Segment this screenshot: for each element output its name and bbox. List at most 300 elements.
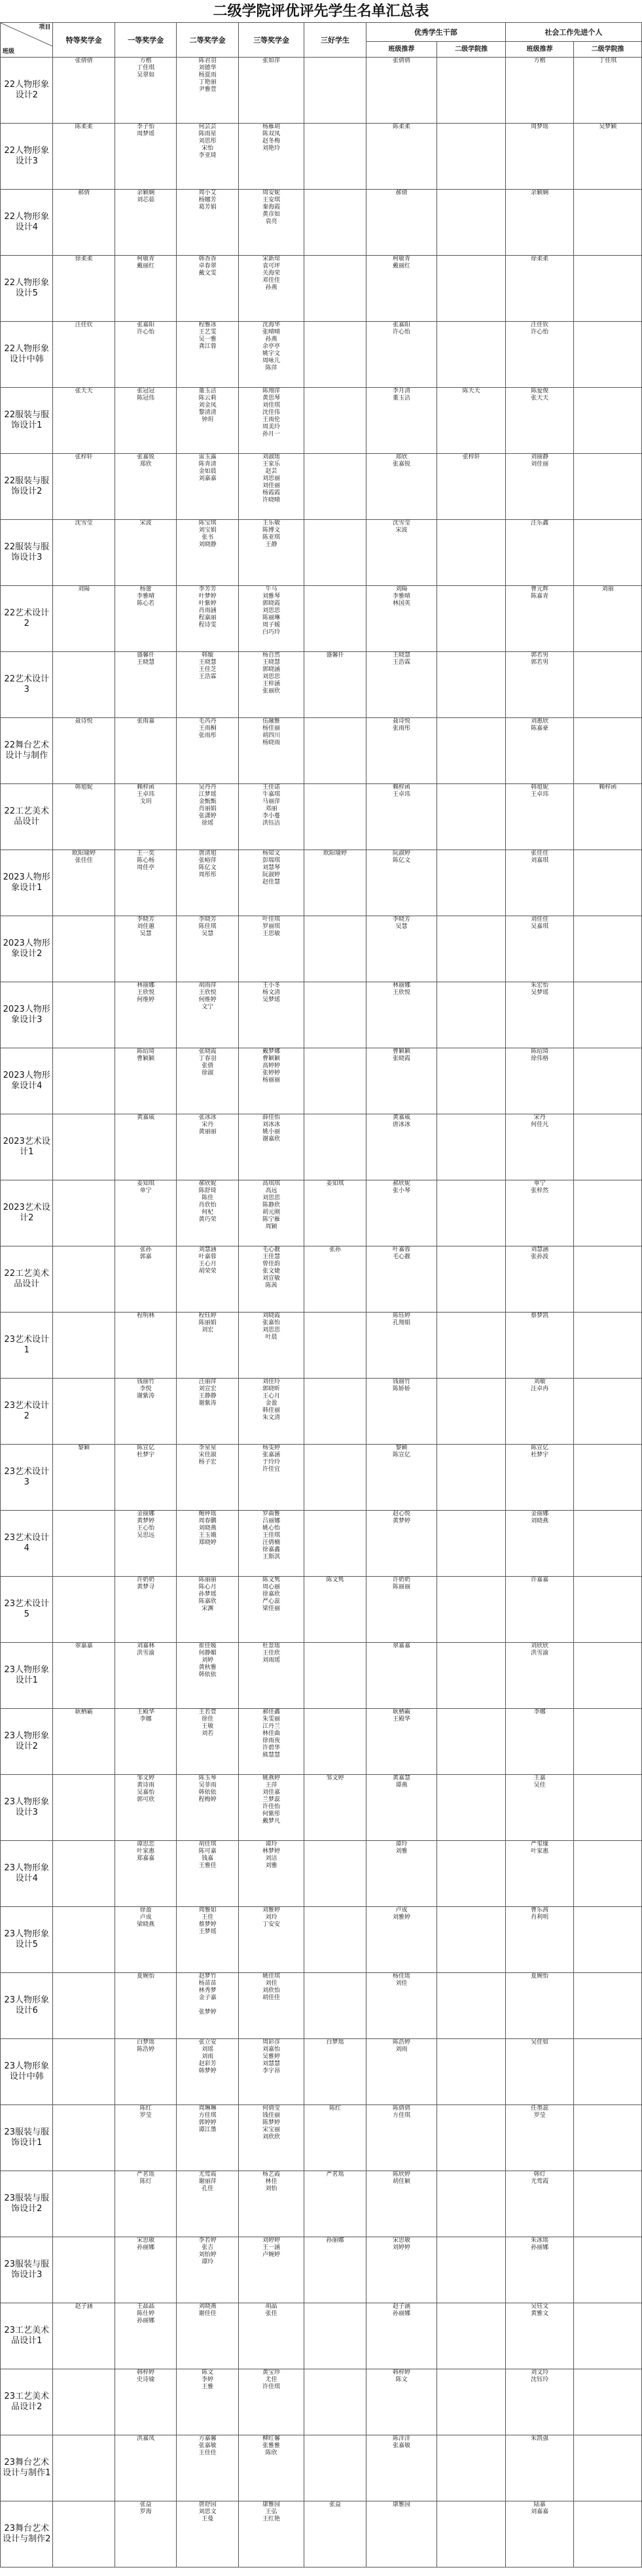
class-name-cell: 23服装与服饰设计2 [1, 2171, 53, 2237]
award-cell-3: 胡佳琪 陈可嘉 钱嘉 王雅佳 [177, 1841, 238, 1907]
award-cell-9 [574, 520, 642, 586]
award-cell-5 [304, 454, 366, 520]
award-cell-4: 王乐敏 陈博文 陈亚琪 王静 [238, 520, 304, 586]
award-cell-4: 伍融雅 杨佳丽 胡四川 杨晓雨 [238, 718, 304, 784]
award-cell-4: 宋新琼 袁可坪 关海荣 邓佳佳 孙燕 [238, 256, 304, 322]
award-cell-9 [574, 1577, 642, 1643]
award-cell-4: 姚燕婷 王萍 刘佳嘉 兰梦蕊 许佳怡 何紫彤 戴梦凡 [238, 1775, 304, 1841]
award-cell-6: 沈雪莹 宋波 [366, 520, 437, 586]
award-cell-8: 韩灯 尤莺霞 [505, 2171, 574, 2237]
award-cell-8: 陈爱俊 张天天 [505, 388, 574, 454]
award-cell-8: 张佳佳 刘嘉琪 [505, 850, 574, 916]
award-cell-2: 林丽娜 王欣悦 何维婷 [115, 982, 176, 1048]
table-row [1, 1048, 642, 1114]
award-cell-5 [304, 58, 366, 124]
award-cell-2: 杨蕾 李雅晴 陈心若 [115, 586, 176, 652]
award-cell-7 [437, 1577, 506, 1643]
award-cell-5: 严茗瑶 [304, 2171, 366, 2237]
award-cell-8: 许嘉嘉 [505, 1577, 574, 1643]
award-cell-9 [574, 1246, 642, 1313]
award-cell-1 [53, 1775, 115, 1841]
award-cell-8: 刘惠欣 陈嘉豪 [505, 718, 574, 784]
header-col1: 特等奖学金 [53, 23, 115, 58]
award-cell-8: 徐柔柔 [505, 256, 574, 322]
award-cell-2: 余颖娴 刘芯茹 [115, 190, 176, 256]
class-name-cell: 22艺术设计2 [1, 586, 53, 652]
award-cell-9 [574, 2501, 642, 2567]
award-cell-2: 宋思敏 孙丽娜 [115, 2237, 176, 2303]
header-group2: 社会工作先进个人 [505, 23, 641, 42]
award-cell-7 [437, 652, 506, 718]
award-cell-4: 牛马 刘雅琴 郭晓霞 刘思思 陈丽琳 周子媛 白巧玲 [238, 586, 304, 652]
award-cell-8: 刘丽静 刘佳丽 [505, 454, 574, 520]
award-cell-6: 郝倩 [366, 190, 437, 256]
award-cell-6: 郝欣妮 张小琴 [366, 1180, 437, 1246]
award-cell-8: 朱宏怡 吴梦瑶 [505, 982, 574, 1048]
class-name-cell: 23舞台艺术设计与制作2 [1, 2501, 53, 2567]
class-name-cell: 22服装与服饰设计1 [1, 388, 53, 454]
table-row [1, 850, 642, 916]
award-cell-6: 赖梓函 王卓玮 [366, 784, 437, 850]
award-cell-5 [304, 256, 366, 322]
award-cell-3: 陈文 李婷 王雅 [177, 2369, 238, 2435]
table-row [1, 190, 642, 256]
award-cell-1 [53, 2501, 115, 2567]
award-cell-2: 陈宣亿 杜梦宇 [115, 1445, 176, 1511]
award-cell-4: 张如萍 [238, 58, 304, 124]
award-cell-4: 沈海华 张晴晴 孙燕 余亭亭 姚宇文 周咏儿 陈萍 [238, 322, 304, 388]
award-cell-4: 杜景瑶 王佳欣 刘雨瑶 [238, 1643, 304, 1709]
award-cell-6: 宋思敏 刘婷婷 [366, 2237, 437, 2303]
award-cell-5 [304, 1643, 366, 1709]
award-cell-9 [574, 1841, 642, 1907]
award-cell-5 [304, 1511, 366, 1577]
award-cell-4: 刘淑瑶 王家乐 赵芸 刘思丽 刘佳丽 杨霞霞 许晓晴 [238, 454, 304, 520]
award-cell-7: 张梓轩 [437, 454, 506, 520]
award-cell-3: 汪丽萍 刘宣宏 王静静 谢紫涛 [177, 1379, 238, 1445]
award-cell-3: 雷玉露 陈青清 金如晨 刘嘉嘉 [177, 454, 238, 520]
class-name-cell: 23舞台艺术设计与制作1 [1, 2435, 53, 2501]
award-cell-3: 陈丽丽 陈心月 孙梦瑶 陈嘉欣 宋渊 [177, 1577, 238, 1643]
header-group1: 优秀学生干部 [366, 23, 505, 42]
class-name-cell: 23艺术设计2 [1, 1379, 53, 1445]
award-cell-1 [53, 1048, 115, 1114]
award-cell-2: 洪嘉凤 [115, 2435, 176, 2501]
award-cell-7 [437, 1114, 506, 1180]
award-cell-1 [53, 2435, 115, 2501]
award-cell-9 [574, 2171, 642, 2237]
award-cell-9: 赖梓函 [574, 784, 642, 850]
award-cell-7 [437, 1048, 506, 1114]
award-cell-5 [304, 190, 366, 256]
class-name-cell: 2023人物形象设计2 [1, 916, 53, 982]
corner-header [1, 23, 53, 58]
award-cell-8: 刘慧涵 张孙波 [505, 1246, 574, 1313]
award-cell-2: 张雨嘉 [115, 718, 176, 784]
award-cell-1 [53, 1907, 115, 1973]
award-cell-6: 黄嘉威 唐冰冰 [366, 1114, 437, 1180]
table-row [1, 58, 642, 124]
award-cell-9 [574, 1973, 642, 2039]
award-cell-5: 姜知琪 [304, 1180, 366, 1246]
table-row [1, 1907, 642, 1973]
header-col5: 三好学生 [304, 23, 366, 58]
class-name-cell: 2023人物形象设计3 [1, 982, 53, 1048]
award-cell-7 [437, 1841, 506, 1907]
award-cell-9 [574, 1180, 642, 1246]
award-cell-1: 欧阳瑜婷 张佳佳 [53, 850, 115, 916]
class-name-cell: 23工艺美术品设计1 [1, 2303, 53, 2369]
award-cell-8: 任墨蕊 罗莹 [505, 2105, 574, 2171]
award-cell-4: 叶佳琪 罗丽琪 王思敏 [238, 916, 304, 982]
class-name-cell: 22艺术设计3 [1, 652, 53, 718]
table-row [1, 1511, 642, 1577]
award-cell-3: 陈玉琴 吴菲雨 韩依依 程梅婷 [177, 1775, 238, 1841]
table-row [1, 256, 642, 322]
award-cell-4: 陈翔萍 黄思琴 刘佳琪 沈佳伟 王雨伦 周美玲 孙月一 [238, 388, 304, 454]
award-cell-2: 白梦瑶 陈浩婷 [115, 2039, 176, 2105]
award-cell-6: 钱丽竹 陈娇娇 [366, 1379, 437, 1445]
table-row [1, 1445, 642, 1511]
table-row [1, 1114, 642, 1180]
award-cell-2: 张益 罗海 [115, 2501, 176, 2567]
award-cell-4: 刘晓霞 张嘉怡 刘思思 叶晨 [238, 1313, 304, 1379]
award-cell-7 [437, 2171, 506, 2237]
class-name-cell: 22人物形象设计3 [1, 124, 53, 190]
table-row [1, 982, 642, 1048]
award-cell-2: 赖梓函 王卓玮 戈玥 [115, 784, 176, 850]
class-name-cell: 22人物形象设计4 [1, 190, 53, 256]
award-cell-2: 黄嘉威 [115, 1114, 176, 1180]
award-cell-8: 曹元辉 陈嘉青 [505, 586, 574, 652]
award-cell-8: 郭若男 郭若男 [505, 652, 574, 718]
award-cell-3: 唐清旭 张峪萍 陈亿文 周彤彤 [177, 850, 238, 916]
award-cell-4: 杨自然 王晓慧 郭晓涵 刘思思 王梓涵 张丽欣 [238, 652, 304, 718]
award-cell-8: 朱凯强 [505, 2435, 574, 2501]
award-cell-3: 周琳琳 方佳琪 郭婷婷 谭江墨 [177, 2105, 238, 2171]
class-name-cell: 23人物形象设计1 [1, 1643, 53, 1709]
award-cell-4: 刘婷婷 王一涵 卢婉婷 [238, 2237, 304, 2303]
award-cell-5 [304, 1709, 366, 1775]
award-cell-9 [574, 1445, 642, 1511]
class-name-cell: 2023人物形象设计1 [1, 850, 53, 916]
award-cell-5 [304, 982, 366, 1048]
award-cell-8: 金丽娜 刘晓燕 [505, 1511, 574, 1577]
award-cell-9 [574, 322, 642, 388]
award-cell-7 [437, 58, 506, 124]
award-cell-4: 谭玲 林梦婷 刘洁 刘雅 [238, 1841, 304, 1907]
award-cell-1: 翠嘉嘉 [53, 1643, 115, 1709]
award-cell-1: 黎颖 [53, 1445, 115, 1511]
table-row [1, 322, 642, 388]
award-cell-9 [574, 2039, 642, 2105]
class-name-cell: 23人物形象设计4 [1, 1841, 53, 1907]
award-cell-8: 刘文玲 沈钰玲 [505, 2369, 574, 2435]
table-row [1, 520, 642, 586]
award-cell-9 [574, 1511, 642, 1577]
award-cell-7 [437, 1313, 506, 1379]
page-title: 二级学院评优评先学生名单汇总表 [213, 3, 429, 20]
award-cell-5 [304, 586, 366, 652]
award-cell-9 [574, 2237, 642, 2303]
award-cell-9 [574, 1775, 642, 1841]
class-name-cell: 2023艺术设计2 [1, 1180, 53, 1246]
award-cell-6: 柯敏青 戴丽红 [366, 256, 437, 322]
class-name-cell: 22人物形象设计5 [1, 256, 53, 322]
award-cell-7 [437, 916, 506, 982]
award-cell-4: 罗曲雅 吕丽娜 姚心怡 王佳琪 汪倩楠 徐嘉鑫 王斯淇 [238, 1511, 304, 1577]
award-cell-2: 夏婉怡 [115, 1973, 176, 2039]
award-cell-6: 曹颖颖 张晓霞 [366, 1048, 437, 1114]
table-body [1, 58, 642, 2567]
award-cell-3: 方嘉馨 张嘉敏 王佳佳 [177, 2435, 238, 2501]
award-cell-8: 蔡梦凯 [505, 1313, 574, 1379]
award-cell-5: 陈红 [304, 2105, 366, 2171]
award-cell-1 [53, 2039, 115, 2105]
award-cell-1 [53, 1841, 115, 1907]
award-cell-7 [437, 982, 506, 1048]
table-row [1, 1379, 642, 1445]
corner-bottom-label: 班级 [3, 48, 15, 55]
award-cell-7 [437, 1445, 506, 1511]
award-cell-3: 程雅冰 王艺雯 吴一雅 龚江蓉 [177, 322, 238, 388]
award-cell-3: 李晓芳 陈佳琪 吴慧 [177, 916, 238, 982]
award-cell-1 [53, 1379, 115, 1445]
table-row [1, 2105, 642, 2171]
award-cell-9 [574, 2369, 642, 2435]
award-cell-6: 陈欣婷 胡佳颖 [366, 2171, 437, 2237]
award-cell-2: 王一奕 陈心杨 周佳亭 [115, 850, 176, 916]
award-cell-4: 高琪琪 高远 刘思思 陈静欣 胡元刚 陈宁雁 周颖 [238, 1180, 304, 1246]
award-cell-6: 李月清 董玉洁 [366, 388, 437, 454]
class-name-cell: 22人物形象设计2 [1, 58, 53, 124]
award-cell-8: 宋丹 何佳凡 [505, 1114, 574, 1180]
award-cell-6: 黄嘉慧 谭燕 [366, 1775, 437, 1841]
award-cell-7 [437, 1379, 506, 1445]
header-col2: 一等奖学金 [115, 23, 176, 58]
award-cell-1 [53, 2237, 115, 2303]
award-cell-5 [304, 1379, 366, 1445]
award-cell-8: 刘欣欣 洪雪渝 [505, 1643, 574, 1709]
award-cell-4: 薛佳怡 刘冰冰 姚小丽 谢嘉欣 [238, 1114, 304, 1180]
award-cell-2: 柯敏青 戴丽红 [115, 256, 176, 322]
award-cell-4: 陈文隽 周心丽 徐嘉欣 严心蕊 梁佳丽 [238, 1577, 304, 1643]
award-cell-4: 刘佳玲 郭晓昕 王心月 金盈 韩佳丽 朱文清 [238, 1379, 304, 1445]
award-cell-8: 朱冰瑶 孙丽娜 [505, 2237, 574, 2303]
award-cell-1: 陈柔柔 [53, 124, 115, 190]
award-cell-4: 杨雯婷 张嘉涵 于玲玲 许佳宜 [238, 1445, 304, 1511]
award-cell-1: 赵子涵 [53, 2303, 115, 2369]
award-cell-7 [437, 1775, 506, 1841]
table-row [1, 2237, 642, 2303]
award-cell-4: 何倩莹 钱佳丽 陈梦婷 宋宝丽 刘欣欣 [238, 2105, 304, 2171]
award-cell-3: 刘慧涵 叶嘉蓉 王心月 胡荣荣 [177, 1246, 238, 1313]
award-cell-2: 徐盈 卢成 梁晓燕 [115, 1907, 176, 1973]
award-cell-7 [437, 2435, 506, 2501]
award-cell-2: 韩梓婷 史诗瑜 [115, 2369, 176, 2435]
award-cell-5 [304, 1907, 366, 1973]
table-row [1, 1841, 642, 1907]
award-cell-3: 李星星 宋佳淑 杨子宏 [177, 1445, 238, 1511]
award-cell-1: 刘陽 [53, 586, 115, 652]
table-row [1, 718, 642, 784]
award-cell-8: 王嘉 吴佳 [505, 1775, 574, 1841]
award-cell-6: 杨佳瑶 刘佳 [366, 1973, 437, 2039]
award-cell-3: 王若萱 徐佳 王敏 刘若 [177, 1709, 238, 1775]
award-cell-1: 郝倩 [53, 190, 115, 256]
class-name-cell: 23艺术设计1 [1, 1313, 53, 1379]
award-cell-8: 夏婉怡 [505, 1973, 574, 2039]
award-cell-9 [574, 190, 642, 256]
corner-top-label: 项目 [39, 24, 51, 31]
award-cell-5 [304, 322, 366, 388]
award-cell-1 [53, 982, 115, 1048]
header-sub3: 班级推荐 [505, 42, 574, 58]
table-row [1, 1643, 642, 1709]
award-cell-9 [574, 982, 642, 1048]
award-cell-5 [304, 718, 366, 784]
award-cell-3: 周小艾 杨娜芳 葛芳娟 [177, 190, 238, 256]
class-name-cell: 23服装与服饰设计1 [1, 2105, 53, 2171]
header-col3: 二等奖学金 [177, 23, 238, 58]
award-cell-7 [437, 2039, 506, 2105]
award-cell-6: 卢成 刘雅婷 [366, 1907, 437, 1973]
award-cell-1 [53, 1114, 115, 1180]
header-sub1: 班级推荐 [366, 42, 437, 58]
award-cell-9 [574, 1709, 642, 1775]
table-row [1, 652, 642, 718]
award-cell-7 [437, 1907, 506, 1973]
award-cell-2: 方楷 丁佳琪 吴翠如 [115, 58, 176, 124]
award-cell-6: 康雅园 [366, 2501, 437, 2567]
award-cell-7 [437, 1246, 506, 1313]
award-cell-4: 周彩彦 刘嘉怡 吴雅婷 刘慧慧 李宇昂 [238, 2039, 304, 2105]
award-cell-7 [437, 190, 506, 256]
award-cell-1: 汪佳钦 [53, 322, 115, 388]
award-cell-5: 张孙 [304, 1246, 366, 1313]
table-row [1, 1246, 642, 1313]
award-cell-4: 毛心靓 王佳慧 曾佳韵 张文婕 刘宣敏 陈茜 [238, 1246, 304, 1313]
award-cell-3: 刘晓燕 谢佳佳 [177, 2303, 238, 2369]
award-cell-9 [574, 388, 642, 454]
header-sub4: 二级学院推 [574, 42, 642, 58]
award-cell-6: 许奶奶 陈丽丽 [366, 1577, 437, 1643]
award-cell-6: 王晓慧 王浩霖 [366, 652, 437, 718]
award-cell-4: 康雅园 王弘 王红艳 [238, 2501, 304, 2567]
award-cell-5 [304, 2369, 366, 2435]
class-name-cell: 2023艺术设计1 [1, 1114, 53, 1180]
award-cell-2: 邹文婷 黄诗雨 吴嘉怡 郭可欣 [115, 1775, 176, 1841]
class-name-cell: 23人物形象设计中韩 [1, 2039, 53, 2105]
table-row [1, 1973, 642, 2039]
award-cell-4: 郝佳鑫 朱雯丽 江丹兰 林佳曲 徐雨夜 许碧华 熊慧慧 [238, 1709, 304, 1775]
class-name-cell: 23艺术设计4 [1, 1511, 53, 1577]
award-cell-3: 程钰婷 陈丽娟 刘宏 [177, 1313, 238, 1379]
award-cell-9: 丁佳琪 [574, 58, 642, 124]
award-cell-9 [574, 1907, 642, 1973]
class-name-cell: 23人物形象设计2 [1, 1709, 53, 1775]
award-cell-2: 刘嘉林 洪雪渝 [115, 1643, 176, 1709]
award-cell-7 [437, 2369, 506, 2435]
award-cell-7 [437, 2105, 506, 2171]
award-cell-5 [304, 2303, 366, 2369]
award-cell-6: 刘陽 李雅晴 林国英 [366, 586, 437, 652]
award-cell-1: 聂诗悦 [53, 718, 115, 784]
award-cell-4: 杨艺霞 林佳 刘怡 [238, 2171, 304, 2237]
award-cell-5: 欧阳瑜婷 [304, 850, 366, 916]
award-cell-5 [304, 388, 366, 454]
award-cell-5: 陈文隽 [304, 1577, 366, 1643]
award-cell-9 [574, 652, 642, 718]
award-cell-7 [437, 322, 506, 388]
award-cell-5 [304, 2435, 366, 2501]
award-cell-1 [53, 2369, 115, 2435]
award-cell-3: 赵梦竹 杨苗苗 林秀梦 金子嘉 张梦婷 [177, 1973, 238, 2039]
award-cell-6: 陈浩婷 刘雨 [366, 2039, 437, 2105]
award-cell-3: 韩香香 卓春翠 戴文雯 [177, 256, 238, 322]
award-cell-2: 钱丽竹 李悦 谢紫涛 [115, 1379, 176, 1445]
award-cell-9 [574, 2105, 642, 2171]
award-cell-1: 徐柔柔 [53, 256, 115, 322]
award-cell-4: 周安妮 王安琪 秦海霞 黄彦如 袁亮 [238, 190, 304, 256]
award-cell-6: 赵子涵 孙丽娜 [366, 2303, 437, 2369]
award-cell-5 [304, 916, 366, 982]
award-cell-1: 张倩倩 [53, 58, 115, 124]
award-cell-8: 韩旭妮 王卓玮 [505, 784, 574, 850]
award-cell-1: 耿栖霸 [53, 1709, 115, 1775]
award-cell-4: 戴梦娜 曹颖颖 高婷婷 张婷婷 杨丽丽 [238, 1048, 304, 1114]
award-cell-9 [574, 1379, 642, 1445]
award-cell-7 [437, 586, 506, 652]
award-cell-8: 余颖娴 [505, 190, 574, 256]
award-cell-2: 王殿华 李娜 [115, 1709, 176, 1775]
award-cell-2: 王晶晶 陈仕婷 孙丽娜 [115, 2303, 176, 2369]
award-cell-1: 张梓轩 [53, 454, 115, 520]
award-cell-7 [437, 2501, 506, 2567]
award-cell-9 [574, 454, 642, 520]
award-cell-6: 李晓芳 吴慧 [366, 916, 437, 982]
award-cell-3: 董玉洁 陈云莉 刘金凤 黎清清 钟玥 [177, 388, 238, 454]
award-cell-6: 林丽娜 王欣悦 [366, 982, 437, 1048]
award-cell-5 [304, 124, 366, 190]
class-name-cell: 22人物形象设计中韩 [1, 322, 53, 388]
table-row [1, 2303, 642, 2369]
award-cell-7 [437, 784, 506, 850]
award-cell-4: 黄宝珍 尤佳 许佳琪 [238, 2369, 304, 2435]
award-cell-8: 刘佳佳 吴嘉琪 [505, 916, 574, 982]
award-cell-9 [574, 1114, 642, 1180]
award-cell-8: 陈绍琦 徐伟格 [505, 1048, 574, 1114]
award-cell-4: 柳红馨 张雅雅 陈欣 [238, 2435, 304, 2501]
award-cell-1 [53, 1577, 115, 1643]
award-cell-3: 郝欣妮 陈舒琦 陈佳 肖欣怡 何杞 黄巧荣 [177, 1180, 238, 1246]
award-cell-9 [574, 1643, 642, 1709]
award-cell-1 [53, 2105, 115, 2171]
class-name-cell: 23艺术设计3 [1, 1445, 53, 1511]
award-cell-8: 刘敏 汪卓冉 [505, 1379, 574, 1445]
award-cell-6: 陈洋洋 张嘉敏 [366, 2435, 437, 2501]
award-cell-4: 王小冬 杨文清 吴梦瑶 [238, 982, 304, 1048]
award-cell-2: 宋波 [115, 520, 176, 586]
award-cell-4: 杨知文 彭瑞琪 刘慧琴 阮淑婷 赵佳慧 [238, 850, 304, 916]
award-cell-4: 胡晶 张佳 [238, 2303, 304, 2369]
award-cell-6: 陈倩倩 方佳琪 [366, 2105, 437, 2171]
award-cell-3: 唐舒园 刘思文 王曼 [177, 2501, 238, 2567]
award-cell-6: 耿栖霸 王殿华 [366, 1709, 437, 1775]
class-name-cell: 23人物形象设计3 [1, 1775, 53, 1841]
award-cell-3: 崔佳媛 何静媚 刘婷 黄秋雅 韩依依 [177, 1643, 238, 1709]
award-cell-2: 严茗瑶 陈灯 [115, 2171, 176, 2237]
